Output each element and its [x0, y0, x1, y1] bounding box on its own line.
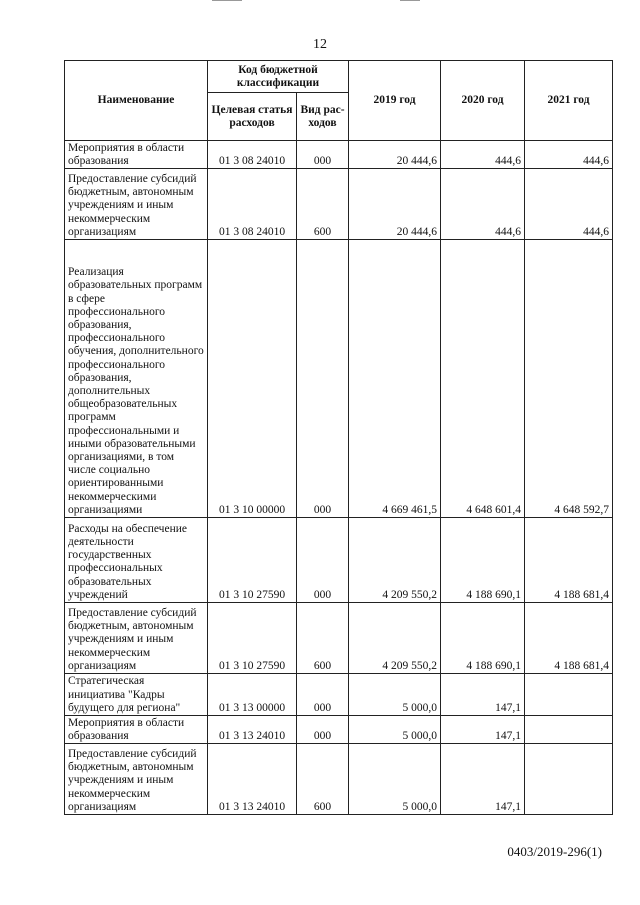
header-code-group: Код бюджетной классификации — [208, 61, 349, 93]
table-row — [65, 603, 613, 674]
row-kind: 600 — [297, 744, 349, 815]
row-code: 01 3 10 00000 — [208, 240, 297, 518]
row-2019: 20 444,6 — [349, 141, 441, 169]
row-name: Расходы на обеспечение деятельности государственных профессиональных образовательных учреждений — [65, 518, 208, 603]
row-kind: 000 — [297, 716, 349, 744]
row-code: 01 3 13 24010 — [208, 744, 297, 815]
row-code: 01 3 10 27590 — [208, 603, 297, 674]
row-code: 01 3 08 24010 — [208, 169, 297, 240]
row-2020: 444,6 — [441, 141, 525, 169]
header-name: Наименование — [65, 61, 208, 141]
row-2019: 20 444,6 — [349, 169, 441, 240]
scan-artifact — [212, 0, 242, 1]
row-2019: 4 209 550,2 — [349, 518, 441, 603]
header-expense-type: Вид рас-ходов — [297, 93, 349, 141]
row-2019: 5 000,0 — [349, 674, 441, 716]
row-2019: 5 000,0 — [349, 716, 441, 744]
row-2020: 147,1 — [441, 674, 525, 716]
row-code: 01 3 10 27590 — [208, 518, 297, 603]
row-2020: 4 188 690,1 — [441, 518, 525, 603]
page-number: 12 — [313, 37, 327, 52]
row-name: Предоставление субсидий бюджетным, автономным учреждениям и иным некоммерческим организациям — [65, 744, 208, 815]
row-name: Мероприятия в области образования — [65, 141, 208, 169]
table-row — [65, 141, 613, 169]
row-code: 01 3 08 24010 — [208, 141, 297, 169]
row-kind: 000 — [297, 518, 349, 603]
row-2021: 4 188 681,4 — [525, 603, 613, 674]
row-name: Мероприятия в области образования — [65, 716, 208, 744]
row-kind: 000 — [297, 240, 349, 518]
row-code: 01 3 13 00000 — [208, 674, 297, 716]
row-name: Реализация образовательных программ в сфере профессионального образования, профессионального обучения, дополнительного профессионального образования, дополнительных общеобразовательных программ профессиональными и иными образовательными организациями, в том числе социально ориентированными некоммерческими организациями — [65, 240, 208, 518]
table-row — [65, 240, 613, 518]
row-name: Стратегическая инициатива "Кадры будущего для региона" — [65, 674, 208, 716]
row-code: 01 3 13 24010 — [208, 716, 297, 744]
row-2020: 147,1 — [441, 744, 525, 815]
row-2020: 147,1 — [441, 716, 525, 744]
row-2020: 4 648 601,4 — [441, 240, 525, 518]
row-2020: 444,6 — [441, 169, 525, 240]
document-code: 0403/2019-296(1) — [507, 844, 602, 859]
table-row — [65, 169, 613, 240]
row-2021: 444,6 — [525, 169, 613, 240]
row-name: Предоставление субсидий бюджетным, автономным учреждениям и иным некоммерческим организациям — [65, 603, 208, 674]
row-2019: 5 000,0 — [349, 744, 441, 815]
header-2019: 2019 год — [349, 61, 441, 141]
row-2019: 4 209 550,2 — [349, 603, 441, 674]
budget-table — [64, 60, 613, 815]
row-2021 — [525, 674, 613, 716]
row-2021: 444,6 — [525, 141, 613, 169]
row-2021: 4 188 681,4 — [525, 518, 613, 603]
row-2021 — [525, 744, 613, 815]
header-2020: 2020 год — [441, 61, 525, 141]
table-row — [65, 716, 613, 744]
row-2019: 4 669 461,5 — [349, 240, 441, 518]
table-row — [65, 744, 613, 815]
header-2021: 2021 год — [525, 61, 613, 141]
row-kind: 000 — [297, 141, 349, 169]
table-row — [65, 674, 613, 716]
row-name: Предоставление субсидий бюджетным, автономным учреждениям и иным некоммерческим организациям — [65, 169, 208, 240]
row-2021 — [525, 716, 613, 744]
scan-artifact — [400, 0, 420, 1]
header-target-article: Целевая статья расходов — [208, 93, 297, 141]
row-kind: 600 — [297, 169, 349, 240]
row-2020: 4 188 690,1 — [441, 603, 525, 674]
row-kind: 000 — [297, 674, 349, 716]
row-kind: 600 — [297, 603, 349, 674]
row-2021: 4 648 592,7 — [525, 240, 613, 518]
table-row — [65, 518, 613, 603]
